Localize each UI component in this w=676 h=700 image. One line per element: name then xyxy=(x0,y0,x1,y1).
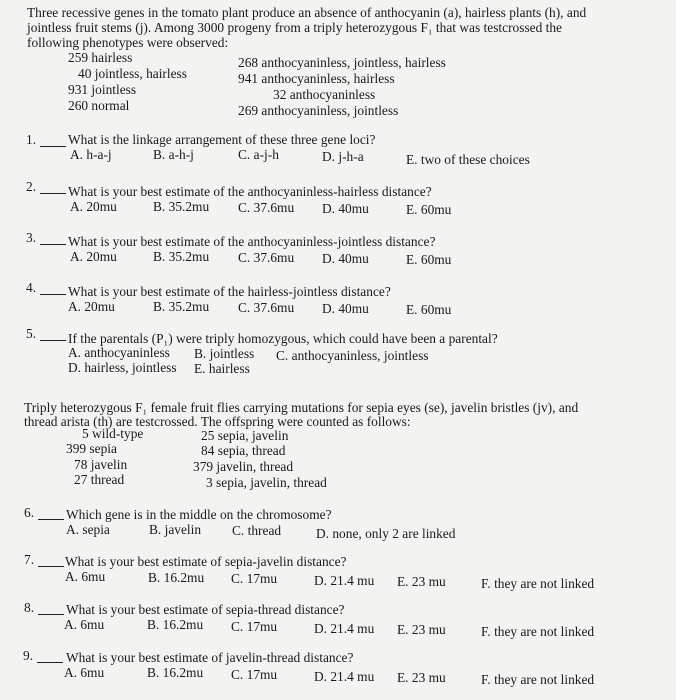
question-6-text: Which gene is in the middle on the chromosome? xyxy=(66,507,332,522)
question-1-option-c: C. a-j-h xyxy=(238,147,279,162)
table1-right-2: 32 anthocyaninless xyxy=(273,87,376,102)
question-9-option-f: F. they are not linked xyxy=(481,672,595,687)
question-6-option-d: D. none, only 2 are linked xyxy=(316,526,456,541)
question-4-text: What is your best estimate of the hairless-jointless distance? xyxy=(68,284,391,299)
question-5-option-d: D. hairless, jointless xyxy=(68,360,177,375)
question-2-option-b: B. 35.2mu xyxy=(153,199,210,214)
question-9-text: What is your best estimate of javelin-thread distance? xyxy=(66,650,354,665)
question-9-option-c: C. 17mu xyxy=(231,667,278,682)
table1-left-0: 259 hairless xyxy=(68,50,133,65)
question-7-option-e: E. 23 mu xyxy=(397,574,446,589)
question-8-option-c: C. 17mu xyxy=(231,619,278,634)
question-4-option-b: B. 35.2mu xyxy=(153,299,210,314)
question-4-option-c: C. 37.6mu xyxy=(238,300,295,315)
question-4-number: 4. xyxy=(26,280,37,295)
question-3-option-d: D. 40mu xyxy=(322,251,369,266)
table1-left-3: 260 normal xyxy=(68,98,130,113)
question-3-text: What is your best estimate of the anthocyaninless-jointless distance? xyxy=(68,234,436,249)
question-2-number: 2. xyxy=(26,179,37,194)
question-5-option-e: E. hairless xyxy=(194,361,250,376)
table1-left-1: 40 jointless, hairless xyxy=(78,66,187,81)
question-7-number: 7. xyxy=(24,552,35,567)
question-7-option-c: C. 17mu xyxy=(231,571,278,586)
question-9-option-b: B. 16.2mu xyxy=(147,665,204,680)
question-3-option-e: E. 60mu xyxy=(406,252,452,267)
question-7-text: What is your best estimate of sepia-javelin distance? xyxy=(65,554,347,569)
table1-right-1: 941 anthocyaninless, hairless xyxy=(238,71,395,86)
question-8-option-b: B. 16.2mu xyxy=(147,617,204,632)
question-5-option-a: A. anthocyaninless xyxy=(68,345,170,360)
question-1-option-a: A. h-a-j xyxy=(70,147,112,162)
question-8-option-a: A. 6mu xyxy=(64,617,105,632)
question-4-option-e: E. 60mu xyxy=(406,302,452,317)
question-9-number: 9. xyxy=(23,648,34,663)
question-1-option-e: E. two of these choices xyxy=(406,152,530,167)
question-6-number: 6. xyxy=(24,505,35,520)
question-2-option-d: D. 40mu xyxy=(322,201,369,216)
question-5-text: If the parentals (P₁) were triply homozygous, which could have been a parental? xyxy=(68,331,498,346)
intro-line-3: following phenotypes were observed: xyxy=(27,35,229,50)
question-1-option-b: B. a-h-j xyxy=(153,147,194,162)
question-5-answer-blank[interactable] xyxy=(40,327,66,341)
table1-left-2: 931 jointless xyxy=(68,82,137,97)
question-7-option-b: B. 16.2mu xyxy=(148,570,205,585)
question-7-option-f: F. they are not linked xyxy=(481,576,595,591)
question-7-option-d: D. 21.4 mu xyxy=(314,573,375,588)
question-7-answer-blank[interactable] xyxy=(38,553,64,567)
question-8-option-d: D. 21.4 mu xyxy=(314,621,375,636)
intro-line-2: jointless fruit stems (j). Among 3000 progeny from a triply heterozygous F₁ that was testcrossed the xyxy=(27,20,562,35)
question-2-option-a: A. 20mu xyxy=(70,199,117,214)
question-6-option-c: C. thread xyxy=(232,523,282,538)
question-3-answer-blank[interactable] xyxy=(40,231,66,245)
question-6-answer-blank[interactable] xyxy=(38,506,64,520)
question-1-option-d: D. j-h-a xyxy=(322,149,364,164)
question-3-number: 3. xyxy=(26,230,37,245)
question-6-option-b: B. javelin xyxy=(149,522,202,537)
question-3-option-c: C. 37.6mu xyxy=(238,250,295,265)
question-1-answer-blank[interactable] xyxy=(40,133,66,147)
table2-left-1: 399 sepia xyxy=(66,441,117,456)
question-9-option-e: E. 23 mu xyxy=(397,670,446,685)
intro2-line-2: thread arista (th) are testcrossed. The offspring were counted as follows: xyxy=(24,414,411,429)
question-4-option-d: D. 40mu xyxy=(322,301,369,316)
question-7-option-a: A. 6mu xyxy=(65,569,106,584)
question-4-answer-blank[interactable] xyxy=(40,281,66,295)
question-5-number: 5. xyxy=(26,326,37,341)
question-9-answer-blank[interactable] xyxy=(37,649,63,663)
question-1-text: What is the linkage arrangement of these three gene loci? xyxy=(68,132,376,147)
question-3-option-b: B. 35.2mu xyxy=(153,249,210,264)
question-2-option-e: E. 60mu xyxy=(406,202,452,217)
question-1-number: 1. xyxy=(26,132,37,147)
question-8-option-f: F. they are not linked xyxy=(481,624,595,639)
question-8-text: What is your best estimate of sepia-thread distance? xyxy=(66,602,345,617)
question-8-answer-blank[interactable] xyxy=(38,601,64,615)
table2-left-3: 27 thread xyxy=(74,472,125,487)
table2-left-2: 78 javelin xyxy=(74,457,128,472)
question-9-option-a: A. 6mu xyxy=(64,665,105,680)
question-5-option-b: B. jointless xyxy=(194,346,255,361)
table1-right-3: 269 anthocyaninless, jointless xyxy=(238,103,399,118)
intro-line-1: Three recessive genes in the tomato plant produce an absence of anthocyanin (a), hairless plants (h), and xyxy=(27,5,587,20)
question-2-answer-blank[interactable] xyxy=(40,180,66,194)
table1-right-0: 268 anthocyaninless, jointless, hairless xyxy=(238,55,446,70)
question-9-option-d: D. 21.4 mu xyxy=(314,669,375,684)
table2-right-2: 379 javelin, thread xyxy=(193,459,294,474)
question-8-number: 8. xyxy=(24,600,35,615)
question-6-option-a: A. sepia xyxy=(66,522,110,537)
question-3-option-a: A. 20mu xyxy=(70,249,117,264)
table2-right-0: 25 sepia, javelin xyxy=(201,428,289,443)
table2-right-3: 3 sepia, javelin, thread xyxy=(206,475,327,490)
intro2-line-1: Triply heterozygous F₁ female fruit flies carrying mutations for sepia eyes (se), javelin bristles (jv), and xyxy=(24,400,579,415)
question-8-option-e: E. 23 mu xyxy=(397,622,446,637)
question-4-option-a: A. 20mu xyxy=(68,299,115,314)
question-2-option-c: C. 37.6mu xyxy=(238,200,295,215)
table2-left-0: 5 wild-type xyxy=(82,426,144,441)
question-2-text: What is your best estimate of the anthocyaninless-hairless distance? xyxy=(68,184,432,199)
table2-right-1: 84 sepia, thread xyxy=(201,443,286,458)
question-5-option-c: C. anthocyaninless, jointless xyxy=(276,348,429,363)
